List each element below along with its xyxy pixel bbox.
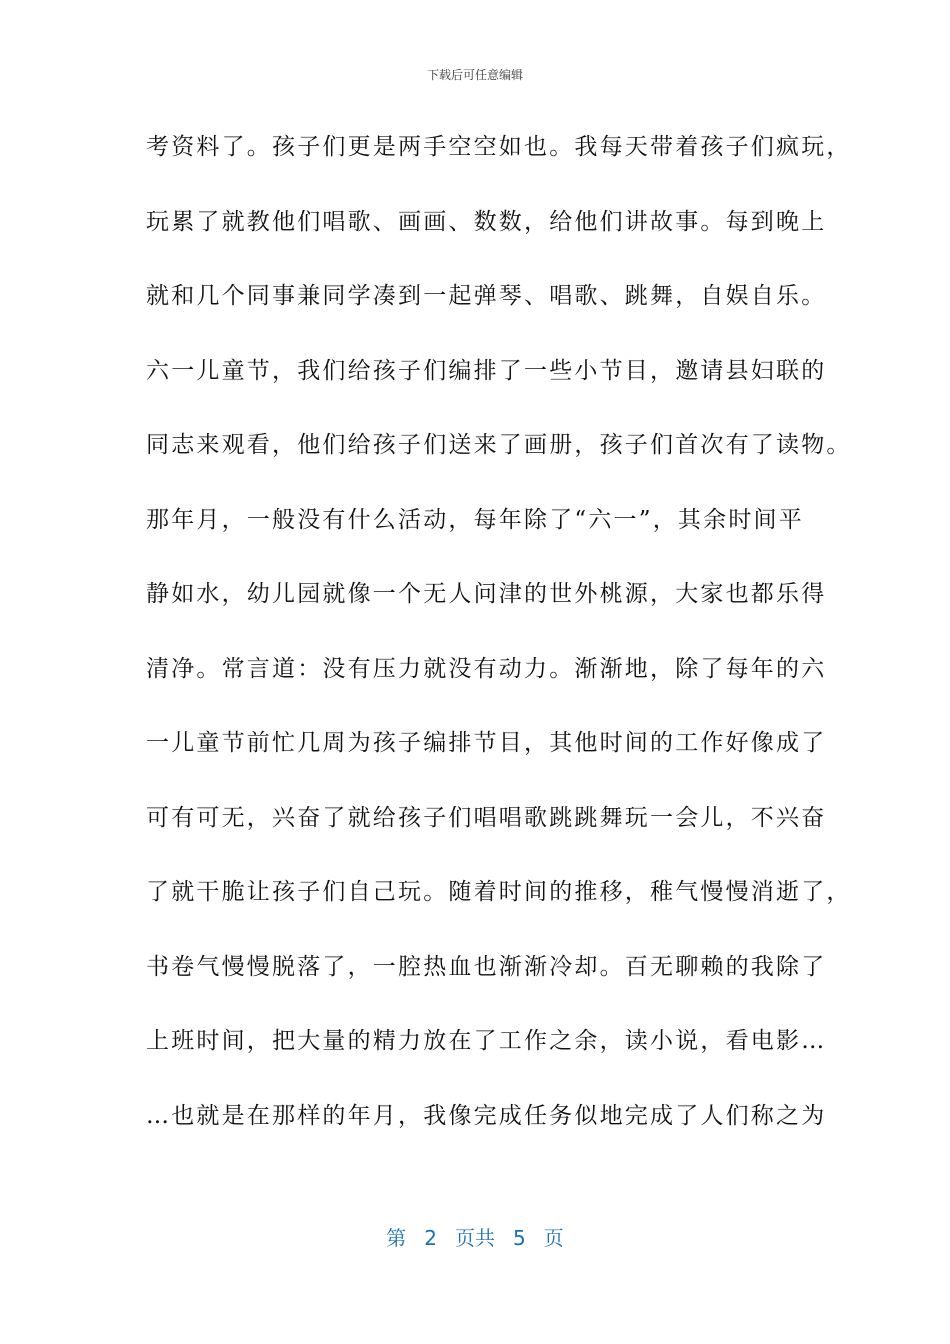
body-line: 就和几个同事兼同学凑到一起弹琴、唱歌、跳舞，自娱自乐。 <box>146 283 827 309</box>
document-body <box>146 122 852 1165</box>
total-pages: 5 <box>513 1226 526 1250</box>
body-line: 书卷气慢慢脱落了，一腔热血也渐渐冷却。百无聊赖的我除了 <box>146 953 827 980</box>
body-line: 六一儿童节，我们给孩子们编排了一些小节目，邀请县妇联的 <box>146 357 827 384</box>
body-line: 玩累了就教他们唱歌、画画、数数，给他们讲故事。每到晚上 <box>146 208 827 235</box>
body-line: 了就干脆让孩子们自己玩。随着时间的推移，稚气慢慢消逝了， <box>146 879 852 905</box>
page-number: 2 <box>424 1226 437 1250</box>
page-label-middle: 页共 <box>455 1226 495 1250</box>
body-line: …也就是在那样的年月，我像完成任务似地完成了人们称之为 <box>146 1102 827 1129</box>
body-line: 考资料了。孩子们更是两手空空如也。我每天带着孩子们疯玩， <box>146 134 852 160</box>
body-line: 一儿童节前忙几周为孩子编排节目，其他时间的工作好像成了 <box>146 730 827 756</box>
page-label-suffix: 页 <box>543 1226 564 1250</box>
body-line: 那年月，一般没有什么活动，每年除了“六一”，其余时间平 <box>146 506 804 533</box>
body-line: 可有可无，兴奋了就给孩子们唱唱歌跳跳舞玩一会儿，不兴奋 <box>146 804 827 831</box>
body-line: 同志来观看，他们给孩子们送来了画册，孩子们首次有了读物。 <box>146 432 852 458</box>
page-label-prefix: 第 <box>386 1226 407 1250</box>
page-header-note: 下载后可任意编辑 <box>426 68 523 82</box>
page-footer <box>0 1222 950 1251</box>
body-line: 静如水，幼儿园就像一个无人问津的世外桃源，大家也都乐得 <box>146 581 827 607</box>
body-line: 上班时间，把大量的精力放在了工作之余，读小说，看电影… <box>146 1028 827 1054</box>
body-line: 清净。常言道：没有压力就没有动力。渐渐地，除了每年的六 <box>146 655 827 682</box>
